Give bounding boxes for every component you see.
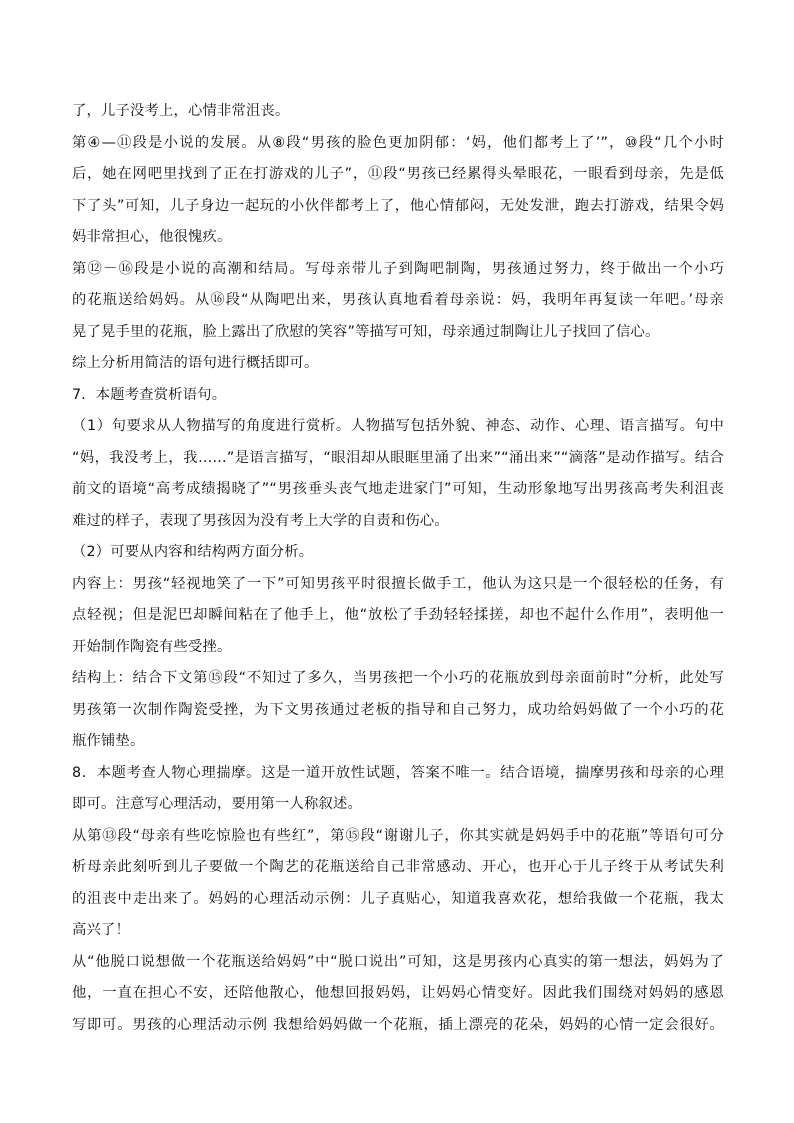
text-line: “妈，我没考上，我……”是语言描写，“眼泪却从眼眶里涌了出来”“涌出来”“滴落”是动作描写。结合 <box>72 449 724 466</box>
text-line: 晃了晃手里的花瓶，脸上露出了欣慰的笑容”等描写可知，母亲通过制陶让儿子找回了信心。 <box>72 323 660 340</box>
text-line: 高兴了！ <box>72 922 130 938</box>
text-line: 妈非常担心，他很愧疚。 <box>72 229 232 245</box>
text-line: 的花瓶送给妈妈。从⑯段“从陶吧出来，男孩认真地看着母亲说：妈，我明年再复读一年吧。’母亲 <box>72 292 724 308</box>
text-line: 第④—⑪段是小说的发展。从⑧段“男孩的脸色更加阴郁：‘妈，他们都考上了’”，⑩段“几个小时 <box>72 134 724 151</box>
text-line: （2）可要从内容和结构两方面分析。 <box>72 544 314 560</box>
text-line: 后，她在网吧里找到了正在打游戏的儿子”，⑪段“男孩已经累得头晕眼花，一眼看到母亲，先是低 <box>72 166 724 182</box>
text-line: 下了头”可知，儿子身边一起玩的小伙伴都考上了，他心情郁闷，无处发泄，跑去打游戏，结果令妈 <box>72 197 724 214</box>
text-line: 析母亲此刻听到儿子要做一个陶艺的花瓶送给自己非常感动、开心，也开心于儿子终于从考试失利 <box>72 859 724 875</box>
text-line: 从“他脱口说想做一个花瓶送给妈妈”中“脱口说出”可知，这是男孩内心真实的第一想法，妈妈为了 <box>72 953 724 970</box>
text-line: （1）句要求从人物描写的角度进行赏析。人物描写包括外貌、神态、动作、心理、语言描写。句中 <box>72 418 724 434</box>
text-line: 前文的语境“高考成绩揭晓了”“男孩垂头丧气地走进家门”可知，生动形象地写出男孩高考失利沮丧 <box>72 481 724 497</box>
text-line: 瓶作铺垫。 <box>72 733 145 749</box>
answer-analysis-text <box>72 96 724 1041</box>
text-line: 的沮丧中走出来了。妈妈的心理活动示例：儿子真贴心，知道我喜欢花，想给我做一个花瓶，我太 <box>72 890 724 907</box>
text-line: 写即可。男孩的心理活动示例 我想给妈妈做一个花瓶，插上漂亮的花朵，妈妈的心情一定会很好。 <box>72 1016 724 1033</box>
text-line: 综上分析用简洁的语句进行概括即可。 <box>72 355 319 371</box>
text-line: 开始制作陶瓷有些受挫。 <box>72 638 232 655</box>
text-line: 点轻视；但是泥巴却瞬间粘在了他手上，他“放松了手劲轻轻揉搓，却也不起什么作用”，表明他一 <box>72 607 724 623</box>
text-line: 即可。注意写心理活动，要用第一人称叙述。 <box>72 796 362 812</box>
text-line: 内容上：男孩“轻视地笑了一下”可知男孩平时很擅长做手工，他认为这只是一个很轻松的任务，有 <box>72 575 724 592</box>
text-line: 难过的样子，表现了男孩因为没有考上大学的自责和伤心。 <box>72 512 449 529</box>
text-line: 男孩第一次制作陶瓷受挫，为下文男孩通过老板的指导和自己努力，成功给妈妈做了一个小巧的花 <box>72 701 724 718</box>
text-line: 了，儿子没考上，心情非常沮丧。 <box>72 103 290 119</box>
text-line: 从第⑬段“母亲有些吃惊脸也有些红”，第⑮段“谢谢儿子，你其实就是妈妈手中的花瓶”等语句可分 <box>72 827 724 844</box>
question-heading: 7．本题考查赏析语句。 <box>72 386 227 403</box>
text-line: 结构上：结合下文第⑮段“不知过了多久，当男孩把一个小巧的花瓶放到母亲面前时”分析，此处写 <box>72 670 724 686</box>
text-line: 他，一直在担心不安，还陪他散心，他想回报妈妈，让妈妈心情变好。因此我们围绕对妈妈的感恩 <box>72 985 724 1001</box>
text-line: 第⑫－⑯段是小说的高潮和结局。写母亲带儿子到陶吧制陶，男孩通过努力，终于做出一个小巧 <box>72 260 724 277</box>
question-heading: 8．本题考查人物心理揣摩。这是一道开放性试题，答案不唯一。结合语境，揣摩男孩和母亲的心理 <box>72 764 724 781</box>
